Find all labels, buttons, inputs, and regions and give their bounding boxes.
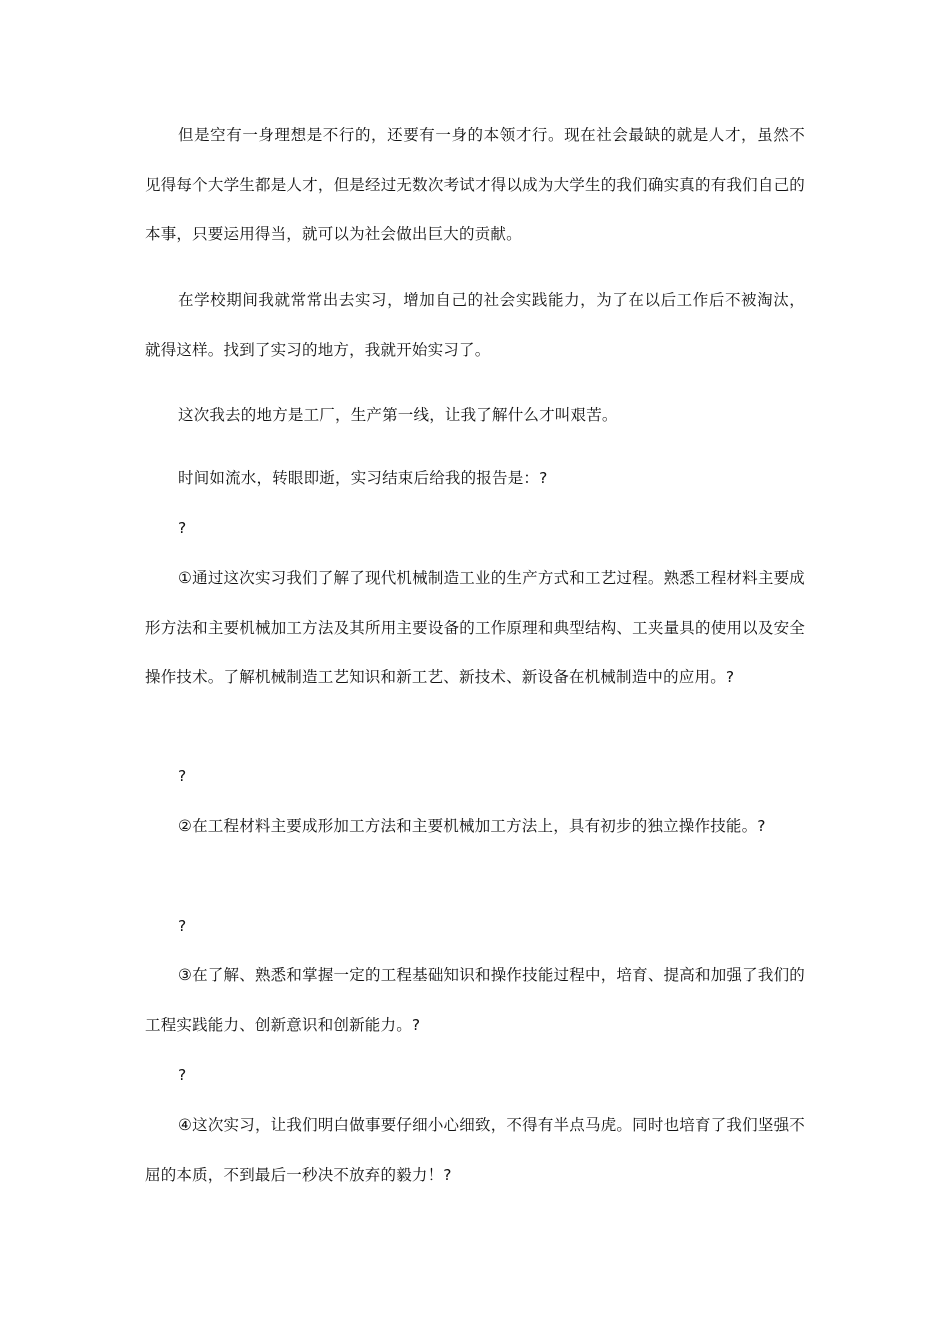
paragraph-point-4: ④这次实习，让我们明白做事要仔细小心细致，不得有半点马虎。同时也培育了我们坚强不屈的本质，不到最后一秒决不放弃的毅力！? bbox=[145, 1116, 805, 1184]
paragraph-placeholder-3: ? bbox=[178, 917, 187, 935]
paragraph-placeholder-1: ? bbox=[178, 519, 187, 537]
paragraph-point-2: ②在工程材料主要成形加工方法和主要机械加工方法上，具有初步的独立操作技能。? bbox=[178, 817, 766, 835]
paragraph-point-3: ③在了解、熟悉和掌握一定的工程基础知识和操作技能过程中，培育、提高和加强了我们的工程实践能力、创新意识和创新能力。? bbox=[145, 966, 805, 1034]
paragraph-point-1: ①通过这次实习我们了解了现代机械制造工业的生产方式和工艺过程。熟悉工程材料主要成形方法和主要机械加工方法及其所用主要设备的工作原理和典型结构、工夹量具的使用以及安全操作技术。了解机械制造工艺知识和新工艺、新技术、新设备在机械制造中的应用。? bbox=[145, 569, 805, 686]
paragraph-internship-start: 在学校期间我就常常出去实习，增加自己的社会实践能力，为了在以后工作后不被淘汰，就得这样。找到了实习的地方，我就开始实习了。 bbox=[145, 291, 805, 359]
paragraph-factory: 这次我去的地方是工厂，生产第一线，让我了解什么才叫艰苦。 bbox=[178, 406, 618, 424]
paragraph-placeholder-4: ? bbox=[178, 1066, 187, 1084]
paragraph-report-intro: 时间如流水，转眼即逝，实习结束后给我的报告是：? bbox=[178, 469, 548, 487]
paragraph-ideals: 但是空有一身理想是不行的，还要有一身的本领才行。现在社会最缺的就是人才，虽然不见得每个大学生都是人才，但是经过无数次考试才得以成为大学生的我们确实真的有我们自己的本事，只要运用得当，就可以为社会做出巨大的贡献。 bbox=[145, 126, 805, 243]
paragraph-placeholder-2: ? bbox=[178, 767, 187, 785]
